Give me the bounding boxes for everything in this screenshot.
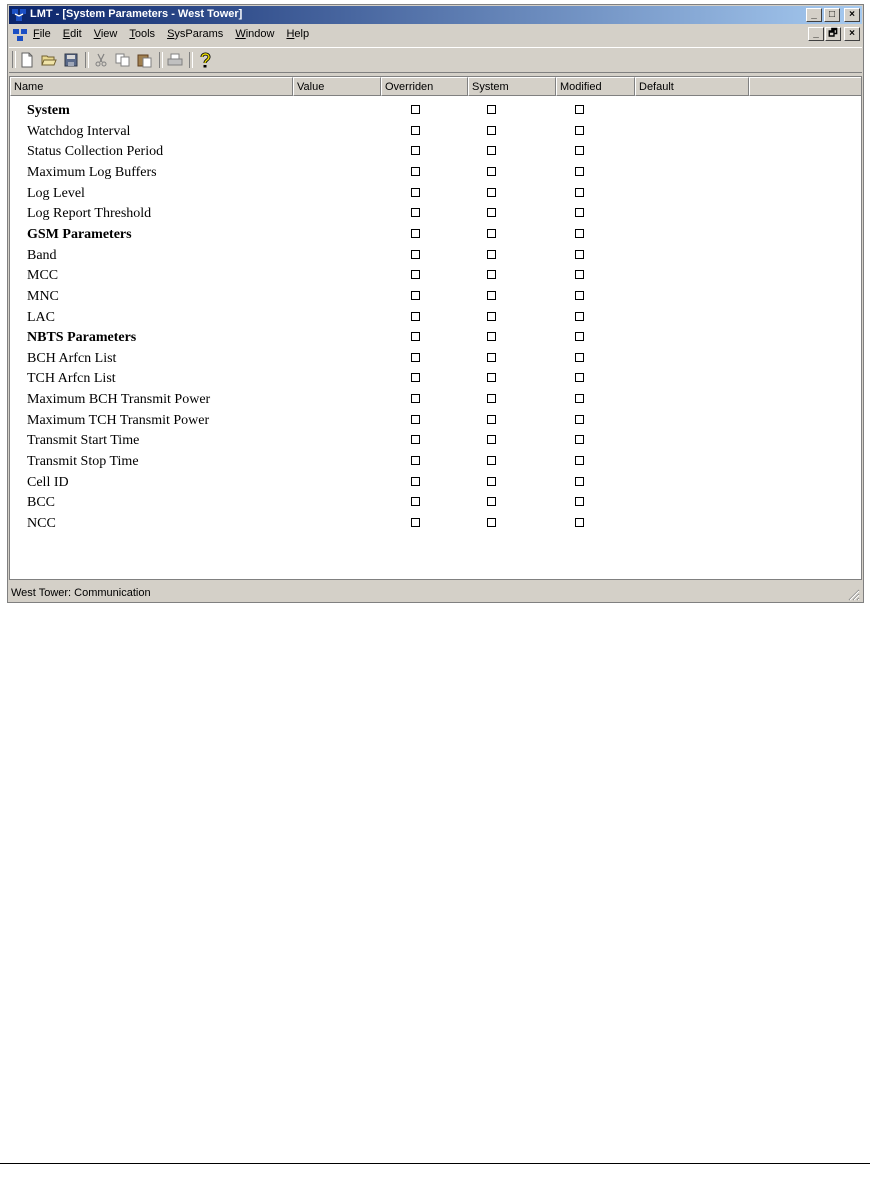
modified-checkbox[interactable] xyxy=(575,353,584,362)
toolbar-separator xyxy=(85,52,89,68)
overriden-checkbox[interactable] xyxy=(411,167,420,176)
list-item[interactable] xyxy=(10,514,861,534)
column-header-modified[interactable]: Modified xyxy=(556,77,635,96)
system-checkbox[interactable] xyxy=(487,435,496,444)
parameter-name: GSM Parameters xyxy=(27,226,132,242)
menu-help[interactable] xyxy=(286,28,309,40)
mdi-restore-button[interactable]: 🗗 xyxy=(825,27,841,41)
modified-checkbox[interactable] xyxy=(575,394,584,403)
menu-window[interactable] xyxy=(235,28,274,40)
cut-icon[interactable] xyxy=(92,51,110,69)
overriden-checkbox[interactable] xyxy=(411,456,420,465)
list-item[interactable] xyxy=(10,493,861,513)
list-item[interactable] xyxy=(10,225,861,245)
list-item[interactable] xyxy=(10,142,861,162)
modified-checkbox[interactable] xyxy=(575,250,584,259)
app-window xyxy=(7,4,864,603)
parameter-name: Cell ID xyxy=(27,474,69,490)
parameter-name: TCH Arfcn List xyxy=(27,371,116,387)
menu-view-accel: V xyxy=(93,28,101,40)
menu-tools-accel: T xyxy=(129,28,135,40)
system-checkbox[interactable] xyxy=(487,208,496,217)
modified-checkbox[interactable] xyxy=(575,435,584,444)
system-checkbox[interactable] xyxy=(487,373,496,382)
menu-sysparams[interactable] xyxy=(167,28,223,40)
system-checkbox[interactable] xyxy=(487,270,496,279)
save-icon[interactable] xyxy=(62,51,80,69)
column-header-system[interactable]: System xyxy=(468,77,556,96)
list-item[interactable] xyxy=(10,390,861,410)
column-header-filler xyxy=(749,77,862,96)
overriden-checkbox[interactable] xyxy=(411,126,420,135)
menu-edit[interactable] xyxy=(63,28,82,40)
parameter-name: BCH Arfcn List xyxy=(27,350,117,366)
modified-checkbox[interactable] xyxy=(575,208,584,217)
parameter-name: MCC xyxy=(27,268,59,284)
list-item[interactable] xyxy=(10,328,861,348)
help-icon[interactable] xyxy=(196,51,214,69)
overriden-checkbox[interactable] xyxy=(411,250,420,259)
modified-checkbox[interactable] xyxy=(575,332,584,341)
modified-checkbox[interactable] xyxy=(575,291,584,300)
column-header-default[interactable]: Default xyxy=(635,77,749,96)
parameter-name: Band xyxy=(27,247,57,263)
list-item[interactable] xyxy=(10,431,861,451)
system-checkbox[interactable] xyxy=(487,126,496,135)
menu-edit-accel: E xyxy=(62,28,71,40)
parameter-name: Log Level xyxy=(27,185,85,201)
overriden-checkbox[interactable] xyxy=(411,497,420,506)
overriden-checkbox[interactable] xyxy=(411,435,420,444)
parameter-name: NCC xyxy=(27,516,56,531)
menu-file[interactable] xyxy=(33,28,51,40)
list-item[interactable] xyxy=(10,452,861,472)
overriden-checkbox[interactable] xyxy=(411,312,420,321)
modified-checkbox[interactable] xyxy=(575,270,584,279)
menu-view[interactable] xyxy=(94,28,118,40)
list-item[interactable] xyxy=(10,473,861,493)
parameters-list-view[interactable] xyxy=(9,76,862,580)
menu-file-accel: F xyxy=(33,28,40,40)
overriden-checkbox[interactable] xyxy=(411,332,420,341)
modified-checkbox[interactable] xyxy=(575,167,584,176)
overriden-checkbox[interactable] xyxy=(411,105,420,114)
parameter-name: NBTS Parameters xyxy=(27,330,137,346)
modified-checkbox[interactable] xyxy=(575,518,584,527)
system-checkbox[interactable] xyxy=(487,229,496,238)
list-item[interactable] xyxy=(10,101,861,121)
overriden-checkbox[interactable] xyxy=(411,477,420,486)
mdi-close-button[interactable]: × xyxy=(844,27,860,41)
menu-window-label: indow xyxy=(245,28,275,40)
parameter-name: System xyxy=(27,103,70,118)
system-checkbox[interactable] xyxy=(487,456,496,465)
system-checkbox[interactable] xyxy=(487,518,496,527)
modified-checkbox[interactable] xyxy=(575,312,584,321)
system-checkbox[interactable] xyxy=(487,477,496,486)
list-item[interactable] xyxy=(10,369,861,389)
parameter-name: Maximum TCH Transmit Power xyxy=(27,412,210,428)
overriden-checkbox[interactable] xyxy=(411,208,420,217)
mdi-caption-buttons xyxy=(808,27,860,41)
modified-checkbox[interactable] xyxy=(575,497,584,506)
status-text: West Tower: Communication xyxy=(11,587,151,599)
overriden-checkbox[interactable] xyxy=(411,518,420,527)
toolbar xyxy=(9,47,862,73)
column-header-name[interactable]: Name xyxy=(10,77,293,96)
mdi-minimize-button[interactable]: _ xyxy=(808,27,824,41)
overriden-checkbox[interactable] xyxy=(411,270,420,279)
menu-file-label: ile xyxy=(39,28,51,40)
parameter-name: BCC xyxy=(27,495,56,511)
system-checkbox[interactable] xyxy=(487,146,496,155)
menu-tools[interactable] xyxy=(129,28,155,40)
parameter-name: LAC xyxy=(27,309,55,325)
modified-checkbox[interactable] xyxy=(575,188,584,197)
list-header xyxy=(10,77,861,96)
system-checkbox[interactable] xyxy=(487,497,496,506)
menu-sysparams-label: ysParams xyxy=(174,28,224,40)
parameter-name: Maximum Log Buffers xyxy=(27,164,157,180)
page-footer-rule xyxy=(0,1163,870,1164)
parameter-name: Transmit Stop Time xyxy=(27,454,139,470)
toolbar-grip[interactable] xyxy=(12,51,16,68)
title-bar[interactable] xyxy=(9,6,862,24)
parameter-name: MNC xyxy=(27,288,59,304)
column-header-overriden[interactable]: Overriden xyxy=(381,77,468,96)
list-item[interactable] xyxy=(10,246,861,266)
modified-checkbox[interactable] xyxy=(575,415,584,424)
list-item[interactable] xyxy=(10,122,861,142)
system-checkbox[interactable] xyxy=(487,353,496,362)
modified-checkbox[interactable] xyxy=(575,373,584,382)
modified-checkbox[interactable] xyxy=(575,126,584,135)
print-icon[interactable] xyxy=(166,51,184,69)
menu-tools-label: ools xyxy=(134,28,156,40)
toolbar-separator xyxy=(159,52,163,68)
list-item[interactable] xyxy=(10,184,861,204)
overriden-checkbox[interactable] xyxy=(411,415,420,424)
modified-checkbox[interactable] xyxy=(575,105,584,114)
overriden-checkbox[interactable] xyxy=(411,394,420,403)
menu-help-accel: H xyxy=(286,28,295,40)
menu-view-label: iew xyxy=(100,28,118,40)
parameter-name: Status Collection Period xyxy=(27,144,164,160)
modified-checkbox[interactable] xyxy=(575,456,584,465)
modified-checkbox[interactable] xyxy=(575,229,584,238)
system-checkbox[interactable] xyxy=(487,312,496,321)
menu-window-accel: W xyxy=(235,28,246,40)
list-item[interactable] xyxy=(10,349,861,369)
list-item[interactable] xyxy=(10,287,861,307)
toolbar-separator xyxy=(189,52,193,68)
open-folder-icon[interactable] xyxy=(40,51,58,69)
resize-grip-icon[interactable] xyxy=(848,589,860,601)
menu-help-label: elp xyxy=(294,28,310,40)
caption-buttons xyxy=(806,8,860,22)
overriden-checkbox[interactable] xyxy=(411,229,420,238)
parameter-name: Watchdog Interval xyxy=(27,123,131,139)
modified-checkbox[interactable] xyxy=(575,146,584,155)
system-checkbox[interactable] xyxy=(487,394,496,403)
overriden-checkbox[interactable] xyxy=(411,291,420,300)
overriden-checkbox[interactable] xyxy=(411,146,420,155)
paste-icon[interactable] xyxy=(136,51,154,69)
column-header-value[interactable]: Value xyxy=(293,77,381,96)
parameter-name: Maximum BCH Transmit Power xyxy=(27,392,211,408)
system-checkbox[interactable] xyxy=(487,291,496,300)
system-checkbox[interactable] xyxy=(487,167,496,176)
list-item[interactable] xyxy=(10,411,861,431)
menu-sysparams-accel: S xyxy=(167,28,175,40)
system-checkbox[interactable] xyxy=(487,415,496,424)
overriden-checkbox[interactable] xyxy=(411,353,420,362)
close-button[interactable]: × xyxy=(844,8,860,22)
system-checkbox[interactable] xyxy=(487,332,496,341)
system-checkbox[interactable] xyxy=(487,105,496,114)
list-item[interactable] xyxy=(10,266,861,286)
system-checkbox[interactable] xyxy=(487,250,496,259)
parameter-name: Transmit Start Time xyxy=(27,433,140,449)
menu-edit-label: dit xyxy=(70,28,82,40)
document-icon[interactable] xyxy=(12,27,28,43)
menu-bar xyxy=(9,25,862,44)
parameter-name: Log Report Threshold xyxy=(27,206,152,222)
overriden-checkbox[interactable] xyxy=(411,188,420,197)
overriden-checkbox[interactable] xyxy=(411,373,420,382)
list-item[interactable] xyxy=(10,163,861,183)
new-file-icon[interactable] xyxy=(18,51,36,69)
maximize-button[interactable]: □ xyxy=(824,8,840,22)
window-title: LMT - [System Parameters - West Tower] xyxy=(30,8,243,20)
minimize-button[interactable]: _ xyxy=(806,8,822,22)
app-icon xyxy=(11,7,27,23)
list-item[interactable] xyxy=(10,308,861,328)
copy-icon[interactable] xyxy=(114,51,132,69)
system-checkbox[interactable] xyxy=(487,188,496,197)
status-bar xyxy=(9,583,862,602)
list-item[interactable] xyxy=(10,204,861,224)
modified-checkbox[interactable] xyxy=(575,477,584,486)
